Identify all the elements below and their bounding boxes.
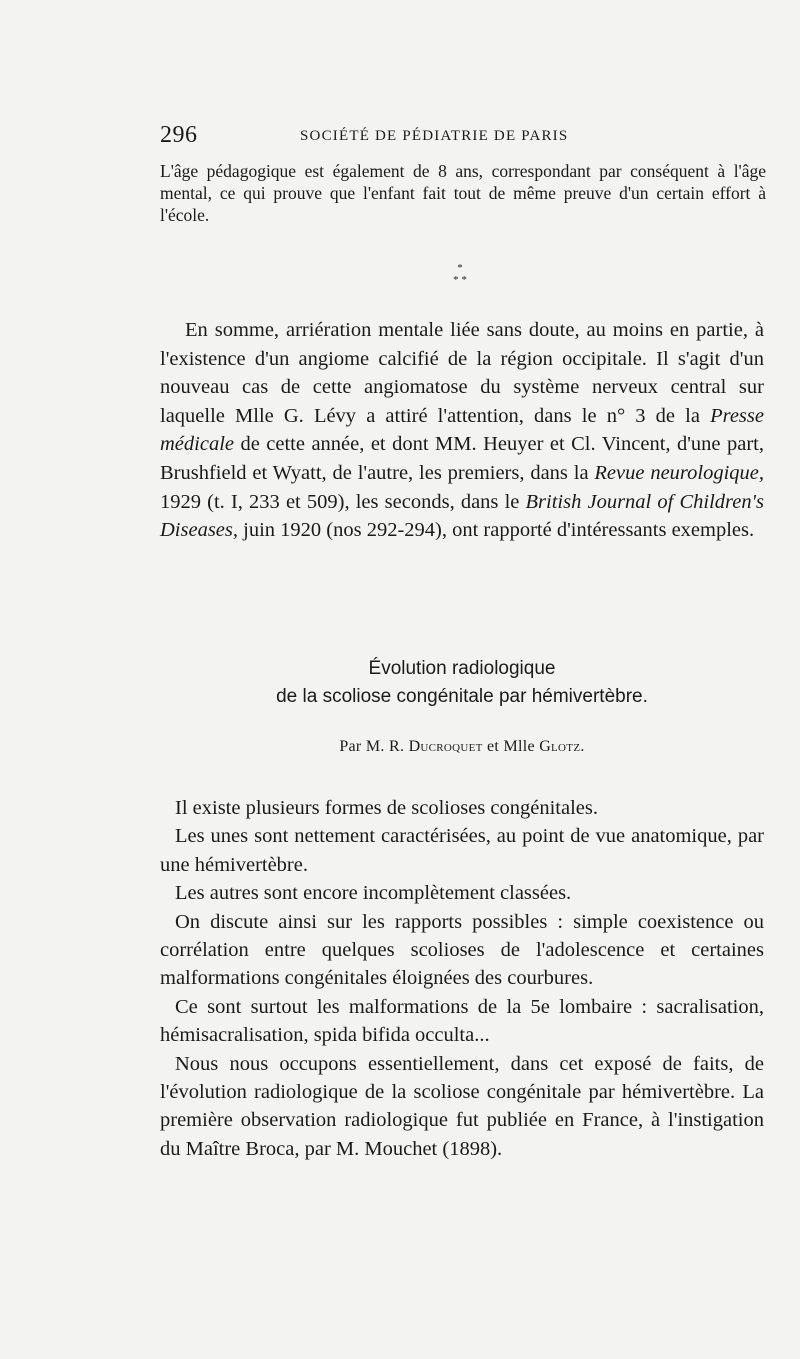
- article-paragraph: Les autres sont encore incomplètement classées.: [175, 882, 572, 905]
- asterism-top: *: [457, 262, 463, 274]
- article-body: [160, 794, 764, 1163]
- article-paragraph: Les unes sont nettement caractérisées, au point de vue anatomique, par une hémivertèbre.: [160, 825, 764, 876]
- asterism-bottom: * *: [453, 274, 467, 286]
- article-authors: [160, 738, 764, 756]
- author-glotz: Glotz.: [539, 738, 585, 755]
- article-title-line-1: Évolution radiologique: [368, 658, 556, 679]
- author-ducroquet: Ducroquet: [408, 738, 483, 755]
- page-number: 296: [160, 122, 198, 148]
- asterism-separator: [430, 262, 490, 286]
- citation-british-journal: British Journal of Children's Diseases,: [160, 490, 764, 542]
- summary-text-4: juin 1920 (nos 292-294), ont rapporté d'intéressants exemples.: [238, 519, 755, 542]
- article-paragraph: Il existe plusieurs formes de scolioses congénitales.: [175, 797, 598, 819]
- article-paragraph: Ce sont surtout les malformations de la 5e lombaire : sacralisation, hémisacralisation, spida bifida occulta...: [160, 995, 764, 1047]
- authors-prefix: Par M. R.: [339, 738, 409, 755]
- summary-paragraph: [160, 316, 764, 545]
- article-title-line-2: de la scoliose congénitale par hémivertèbre.: [276, 686, 648, 707]
- running-header: [160, 122, 766, 152]
- article-paragraph: On discute ainsi sur les rapports possibles : simple coexistence ou corrélation entre quelques scolioses de l'adolescence et certaines malformations congénitales éloignées des courbures.: [160, 910, 764, 990]
- article-paragraph: Nous nous occupons essentiellement, dans cet exposé de faits, de l'évolution radiologique de la scoliose congénitale par hémivertèbre. La première observation radiologique fut publiée en France, à l'instigation du Maître Broca, par M. Mouchet (1898).: [160, 1052, 764, 1160]
- journal-title: SOCIÉTÉ DE PÉDIATRIE DE PARIS: [300, 128, 569, 144]
- intro-paragraph: L'âge pédagogique est également de 8 ans, correspondant par conséquent à l'âge mental, ce qui prouve que l'enfant fait tout de même preuve d'un certain effort à l'école.: [160, 161, 766, 225]
- authors-mid: et Mlle: [482, 738, 540, 755]
- summary-text-3: 1929 (t. I, 233 et 509), les seconds, dans le: [160, 490, 526, 513]
- summary-text-1: En somme, arriération mentale liée sans doute, au moins en partie, à l'existence d'un angiome calcifié de la région occipitale. Il s'agit d'un nouveau cas de cette angiomatose du système nerveux central sur laquelle Mlle G. Lévy a attiré l'attention, dans le n° 3 de la: [160, 319, 764, 427]
- summary-text-2: de cette année, et dont MM. Heuyer et Cl. Vincent, d'une part, Brushfield et Wyatt, de l'autre, les premiers, dans la: [160, 433, 764, 484]
- citation-presse-medicale: Presse médicale: [160, 404, 764, 456]
- citation-revue-neurologique: Revue neurologique,: [594, 461, 765, 484]
